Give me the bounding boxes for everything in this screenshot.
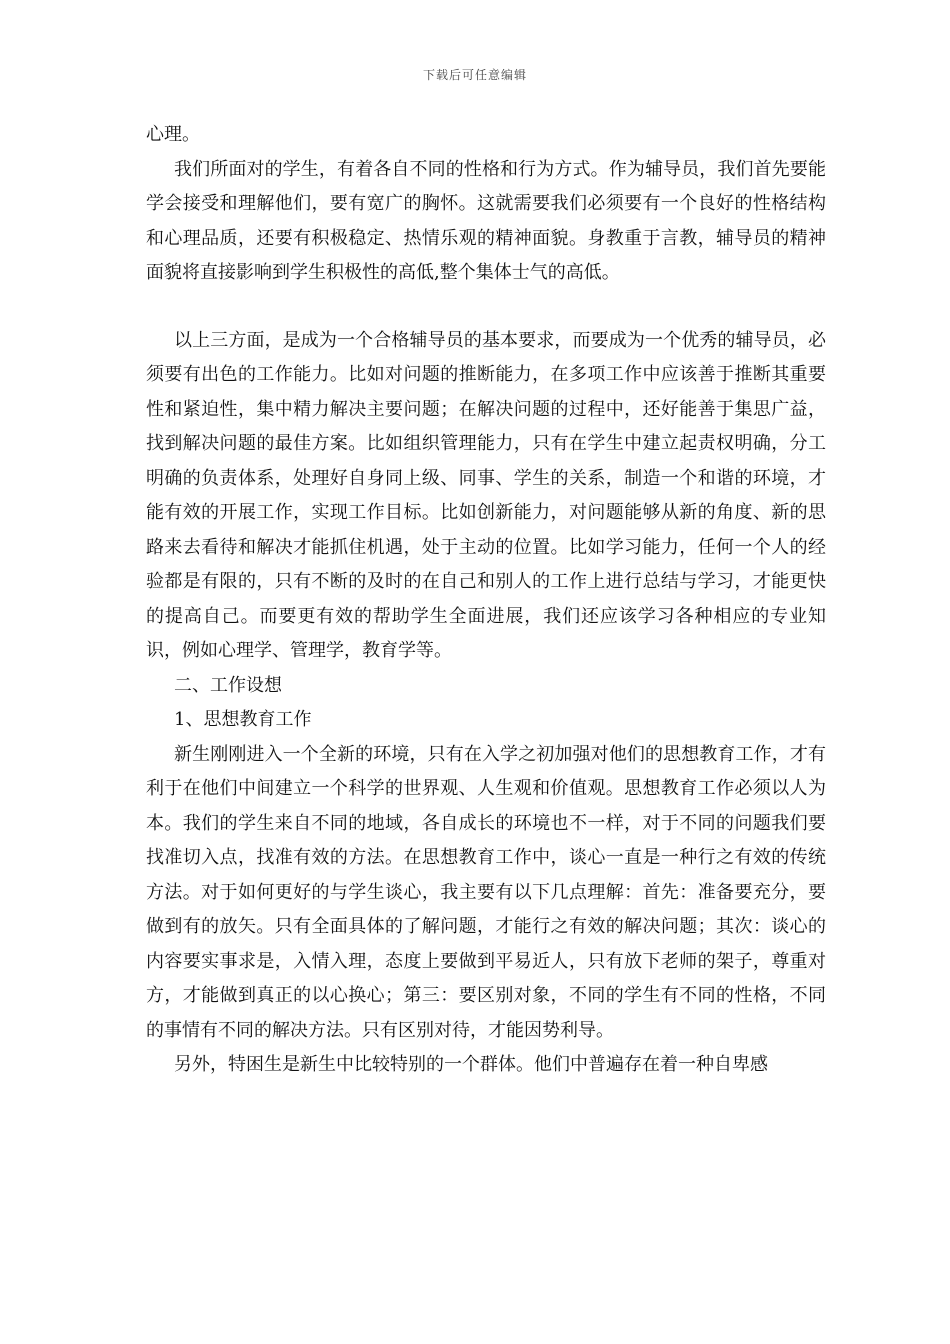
- paragraph-poor-students: 另外，特困生是新生中比较特别的一个群体。他们中普遍存在着一种自卑感: [174, 1054, 768, 1075]
- section-heading-work-plan: 二、工作设想: [174, 674, 282, 696]
- paragraph-continuation: 心理。: [146, 124, 200, 145]
- paragraph-ideological-education: 新生刚刚进入一个全新的环境，只有在入学之初加强对他们的思想教育工作，才有利于在他们中间建立一个科学的世界观、人生观和价值观。思想教育工作必须以人为本。我们的学生来自不同的地域，各自成长的环境也不一样，对于不同的问题我们要找准切入点，找准有效的方法。在思想教育工作中，谈心一直是一种行之有效的传统方法。对于如何更好的与学生谈心，我主要有以下几点理解：首先：准备要充分，要做到有的放矢。只有全面具体的了解问题，才能行之有效的解决问题；其次：谈心的内容要实事求是，入情入理，态度上要做到平易近人，只有放下老师的架子，尊重对方，才能做到真正的以心换心；第三：要区别对象，不同的学生有不同的性格，不同的事情有不同的解决方法。只有区别对待，才能因势利导。: [146, 743, 826, 1041]
- paragraph-counselor-attitude: 我们所面对的学生，有着各自不同的性格和行为方式。作为辅导员，我们首先要能学会接受和理解他们，要有宽广的胸怀。这就需要我们必须要有一个良好的性格结构和心理品质，还要有积极稳定、热情乐观的精神面貌。身教重于言教，辅导员的精神面貌将直接影响到学生积极性的高低,整个集体士气的高低。: [146, 158, 826, 283]
- paragraph-work-ability: 以上三方面，是成为一个合格辅导员的基本要求，而要成为一个优秀的辅导员，必须要有出色的工作能力。比如对问题的推断能力，在多项工作中应该善于推断其重要性和紧迫性，集中精力解决主要问题；在解决问题的过程中，还好能善于集思广益，找到解决问题的最佳方案。比如组织管理能力，只有在学生中建立起责权明确，分工明确的负责体系，处理好自身同上级、同事、学生的关系，制造一个和谐的环境，才能有效的开展工作，实现工作目标。比如创新能力，对问题能够从新的角度、新的思路来去看待和解决才能抓住机遇，处于主动的位置。比如学习能力，任何一个人的经验都是有限的，只有不断的及时的在自己和别人的工作上进行总结与学习，才能更快的提高自己。而要更有效的帮助学生全面进展，我们还应该学习各种相应的专业知识，例如心理学、管理学，教育学等。: [146, 329, 826, 661]
- page-header: 下载后可任意编辑: [422, 68, 527, 82]
- document-body: [146, 118, 826, 1083]
- subsection-heading-ideological-education: 1、思想教育工作: [174, 709, 312, 730]
